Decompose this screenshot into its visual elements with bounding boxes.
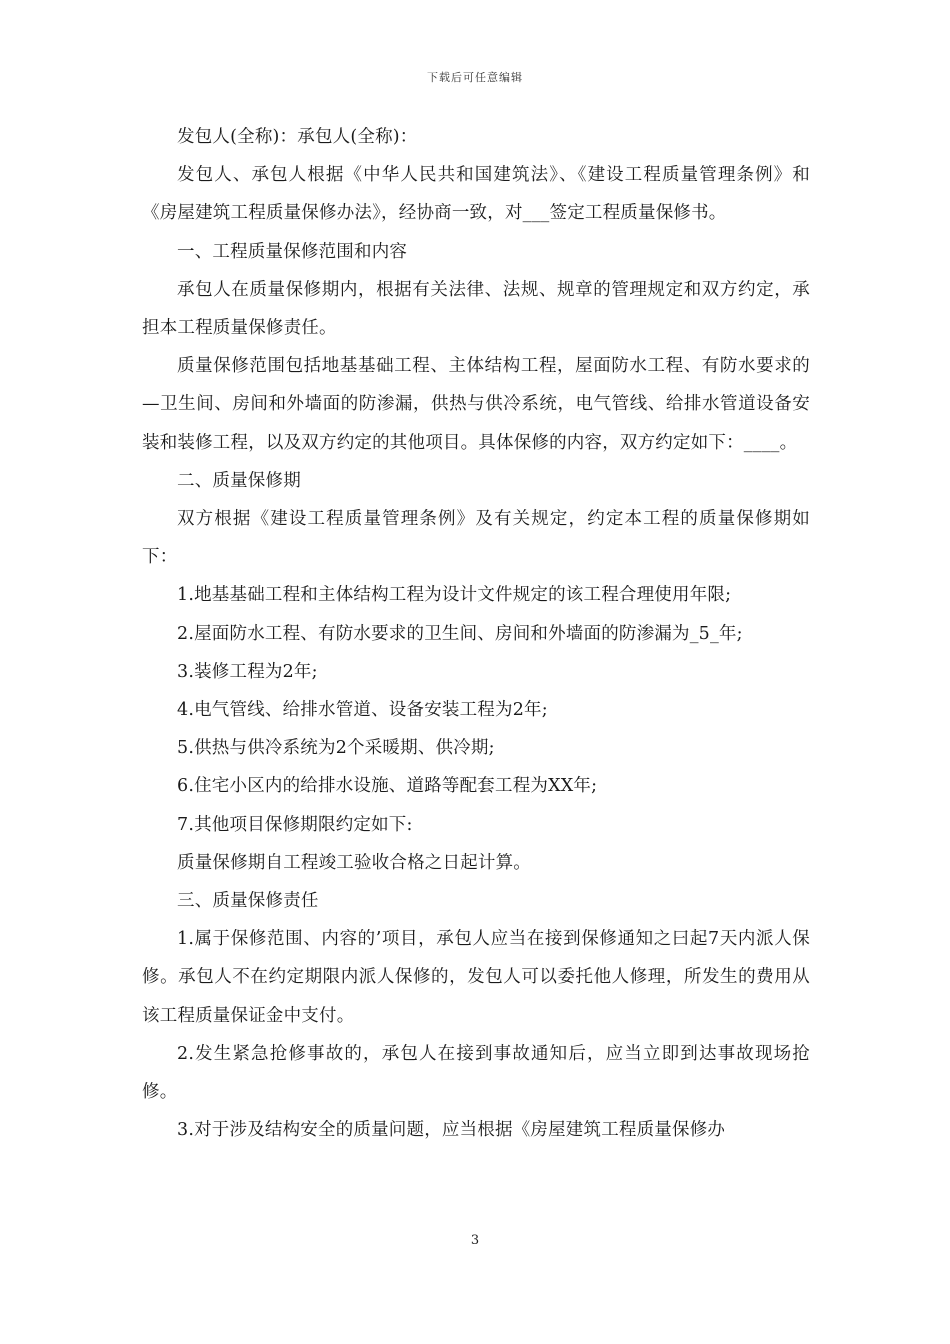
parties-line: 发包人(全称)：承包人(全称)：	[177, 127, 418, 147]
period-start-paragraph: 质量保修期自工程竣工验收合格之日起计算。	[177, 852, 531, 873]
section-heading-period: 二、质量保修期	[177, 470, 301, 491]
period-item-2: 2.屋面防水工程、有防水要求的卫生间、房间和外墙面的防渗漏为_5_年;	[177, 623, 743, 644]
page-number: 3	[470, 1233, 480, 1248]
period-item-5: 5.供热与供冷系统为2个采暖期、供冷期;	[177, 738, 495, 759]
period-item-4: 4.电气管线、给排水管道、设备安装工程为2年;	[177, 700, 548, 721]
period-item-3: 3.装修工程为2年;	[177, 661, 318, 682]
scope-paragraph-2: 质量保修范围包括地基基础工程、主体结构工程，屋面防水工程、有防水要求的—卫生间、房间和外墙面的防渗漏，供热与供冷系统，电气管线、给排水管道设备安装和装修工程，以及双方约定的其他项目。具体保修的内容，双方约定如下：____。	[142, 356, 810, 453]
page-header: 下载后可任意编辑	[427, 71, 523, 84]
period-item-7: 7.其他项目保修期限约定如下:	[177, 814, 413, 835]
preamble-paragraph: 发包人、承包人根据《中华人民共和国建筑法》、《建设工程质量管理条例》和《房屋建筑工程质量保修办法》，经协商一致，对___签定工程质量保修书。	[142, 165, 810, 224]
responsibility-item-3: 3.对于涉及结构安全的质量问题，应当根据《房屋建筑工程质量保修办	[177, 1120, 726, 1141]
period-intro-paragraph: 双方根据《建设工程质量管理条例》及有关规定，约定本工程的质量保修期如下：	[142, 509, 810, 568]
scope-paragraph-1: 承包人在质量保修期内，根据有关法律、法规、规章的管理规定和双方约定，承担本工程质量保修责任。	[142, 279, 810, 339]
section-heading-responsibility: 三、质量保修责任	[177, 891, 319, 912]
document-body	[142, 118, 810, 1149]
period-item-6: 6.住宅小区内的给排水设施、道路等配套工程为XX年;	[177, 776, 598, 797]
responsibility-item-2: 2.发生紧急抢修事故的，承包人在接到事故通知后，应当立即到达事故现场抢修。	[142, 1043, 810, 1103]
period-item-1: 1.地基基础工程和主体结构工程为设计文件规定的该工程合理使用年限;	[177, 585, 732, 606]
section-heading-scope: 一、工程质量保修范围和内容	[177, 241, 408, 262]
responsibility-item-1: 1.属于保修范围、内容的’项目，承包人应当在接到保修通知之曰起7天内派人保修。承包人不在约定期限内派人保修的，发包人可以委托他人修理，所发生的费用从该工程质量保证金中支付。	[142, 929, 810, 1026]
